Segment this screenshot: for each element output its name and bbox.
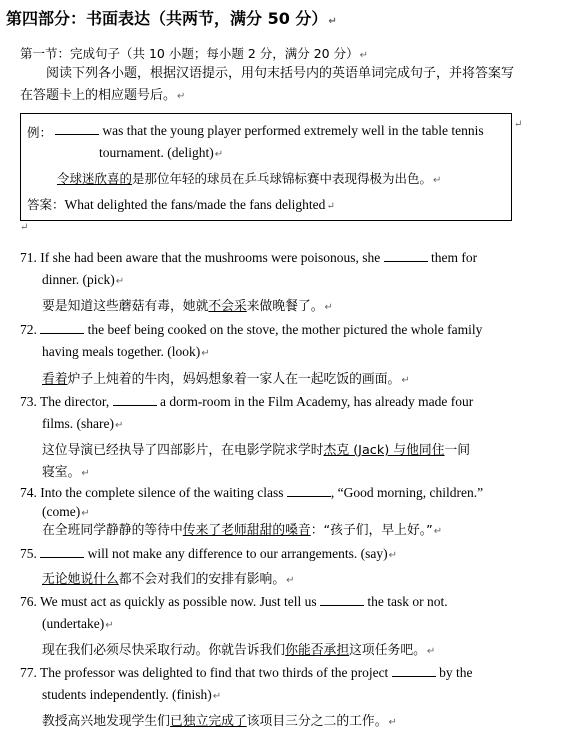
q76-en-line1 bbox=[20, 593, 448, 610]
q76-number: 76. bbox=[20, 594, 37, 609]
q71-en-line1 bbox=[20, 249, 516, 266]
q76-en-text2: the task or not. bbox=[367, 594, 448, 609]
example-box bbox=[20, 113, 512, 221]
q71-en-text3: dinner. (pick) bbox=[42, 272, 115, 287]
instructions bbox=[20, 63, 520, 108]
q74-en-line2 bbox=[42, 504, 90, 520]
paragraph-mark: ↵ bbox=[433, 175, 442, 186]
q77-en-text2: by the bbox=[439, 665, 473, 680]
example-cn-underlined: 令球迷欣喜的 bbox=[57, 171, 133, 186]
q73-en-line2 bbox=[42, 416, 123, 432]
paragraph-mark: ↵ bbox=[105, 620, 114, 631]
paragraph-mark: ↵ bbox=[114, 420, 124, 431]
example-cn-line bbox=[57, 169, 441, 187]
q71-en-text: If she had been aware that the mushrooms were poisonous, she bbox=[40, 250, 381, 265]
paragraph-mark: ↵ bbox=[426, 646, 436, 657]
q73-cn-text3: 寝室。 bbox=[42, 465, 81, 480]
q71-cn-underlined: 不会采 bbox=[208, 299, 247, 314]
q74-cn-text2: ：“孩子们，早上好。” bbox=[310, 523, 433, 538]
example-en-line1 bbox=[55, 122, 484, 139]
q74-en-text2: , “Good morning, children.” bbox=[330, 485, 484, 500]
q76-cn-underlined: 你能否承担 bbox=[285, 643, 350, 658]
q75-number: 75. bbox=[20, 546, 37, 561]
q76-en-line2 bbox=[42, 616, 114, 632]
q72-en-text: the beef being cooked on the stove, the mother pictured the whole family bbox=[87, 322, 483, 337]
paragraph-mark: ↵ bbox=[359, 50, 368, 61]
answer-blank bbox=[384, 249, 428, 262]
q73-cn-line2 bbox=[42, 461, 90, 480]
answer-blank bbox=[55, 122, 99, 135]
paragraph-mark: ↵ bbox=[177, 91, 186, 102]
q74-en-text: Into the complete silence of the waiting class bbox=[40, 485, 284, 500]
q72-number: 72. bbox=[20, 322, 37, 337]
q74-cn-underlined: 传来了老师甜甜的嗓音 bbox=[182, 523, 311, 538]
paragraph-mark: ↵ bbox=[212, 691, 222, 702]
q77-cn-text: 教授高兴地发现学生们 bbox=[42, 714, 170, 729]
paragraph-mark: ↵ bbox=[328, 16, 337, 27]
paragraph-mark: ↵ bbox=[115, 276, 125, 287]
q74-cn-line bbox=[42, 519, 442, 538]
q73-cn-text2: 一间 bbox=[444, 443, 471, 458]
q75-cn-underlined: 无论她说什么 bbox=[42, 572, 119, 587]
q74-en-line1 bbox=[20, 484, 483, 501]
paragraph-mark: ↵ bbox=[401, 375, 410, 386]
q71-cn-text2: 来做晚餐了。 bbox=[246, 299, 324, 314]
example-en-text: was that the young player performed extremely well in the table tennis bbox=[102, 123, 484, 138]
example-en-text2: tournament. (delight) bbox=[99, 145, 214, 160]
q73-en-text2: a dorm-room in the Film Academy, has already made four bbox=[159, 394, 474, 409]
q77-cn-line bbox=[42, 710, 397, 729]
instructions-text: 阅读下列各小题，根据汉语提示，用句末括号内的英语单词完成句子，并将答案写在答题卡上的相应题号后。 bbox=[20, 66, 515, 103]
answer-label: 答案： bbox=[27, 197, 65, 212]
q77-en-text: The professor was delighted to find that two thirds of the project bbox=[40, 665, 389, 680]
q72-en-text2: having meals together. (look) bbox=[42, 344, 201, 359]
q71-number: 71. bbox=[20, 250, 37, 265]
section-title bbox=[6, 6, 337, 29]
q75-cn-text: 都不会对我们的安排有影响。 bbox=[118, 572, 286, 587]
answer-blank bbox=[40, 545, 84, 558]
q71-en-line2 bbox=[42, 272, 124, 288]
q73-cn-text: 这位导演已经执导了四部影片，在电影学院求学时 bbox=[42, 443, 324, 458]
answer-blank bbox=[320, 593, 364, 606]
answer-blank bbox=[287, 484, 331, 497]
q73-cn-line1 bbox=[42, 439, 470, 458]
q73-number: 73. bbox=[20, 394, 37, 409]
paragraph-mark: ↵ bbox=[326, 201, 335, 212]
q73-en-line1 bbox=[20, 393, 473, 410]
q77-number: 77. bbox=[20, 665, 37, 680]
q76-en-text3: (undertake) bbox=[42, 616, 105, 631]
paragraph-mark: ↵ bbox=[388, 550, 398, 561]
q77-en-line2 bbox=[42, 687, 221, 703]
q76-cn-text2: 这项任务吧。 bbox=[349, 643, 426, 658]
q72-en-line1 bbox=[20, 321, 482, 338]
q75-en-text: will not make any difference to our arrangements. (say) bbox=[87, 546, 388, 561]
answer-blank bbox=[40, 321, 84, 334]
q72-cn-line bbox=[42, 368, 410, 387]
q73-en-text3: films. (share) bbox=[42, 416, 114, 431]
example-label: 例： bbox=[27, 125, 53, 140]
section-title-text: 第四部分：书面表达（共两节，满分 50 分） bbox=[6, 9, 328, 28]
paragraph-mark: ↵ bbox=[201, 348, 210, 359]
q77-cn-text2: 该项目三分之二的工作。 bbox=[246, 714, 388, 729]
paragraph-mark: ↵ bbox=[20, 222, 29, 233]
paragraph-mark: ↵ bbox=[286, 575, 295, 586]
q71-cn-line bbox=[42, 295, 333, 314]
paragraph-mark: ↵ bbox=[388, 717, 397, 728]
q76-cn-text: 现在我们必须尽快采取行动。你就告诉我们 bbox=[42, 643, 286, 658]
q73-en-text: The director, bbox=[40, 394, 110, 409]
q74-number: 74. bbox=[20, 485, 37, 500]
q77-en-line1 bbox=[20, 664, 472, 681]
q72-cn-underlined: 看着 bbox=[42, 372, 68, 387]
example-answer bbox=[27, 195, 335, 213]
answer-blank bbox=[392, 664, 436, 677]
part-title-text: 第一节：完成句子（共 10 小题；每小题 2 分，满分 20 分） bbox=[20, 46, 359, 61]
q76-cn-line bbox=[42, 639, 435, 658]
paragraph-mark: ↵ bbox=[324, 302, 333, 313]
q77-en-text3: students independently. (finish) bbox=[42, 687, 212, 702]
q73-cn-underlined: 杰克 (Jack) 与他同住 bbox=[323, 443, 445, 458]
q75-en-line1 bbox=[20, 545, 397, 562]
q71-cn-text: 要是知道这些蘑菇有毒，她就 bbox=[42, 299, 209, 314]
q77-cn-underlined: 已独立完成了 bbox=[169, 714, 247, 729]
paragraph-mark: ↵ bbox=[433, 526, 443, 537]
paragraph-mark: ↵ bbox=[514, 119, 523, 130]
paragraph-mark: ↵ bbox=[81, 508, 90, 519]
example-en-line2 bbox=[99, 145, 223, 161]
answer-text: What delighted the fans/made the fans delighted bbox=[64, 197, 326, 212]
q76-en-text: We must act as quickly as possible now. Just tell us bbox=[40, 594, 317, 609]
q72-en-line2 bbox=[42, 344, 210, 360]
q71-en-text2: them for bbox=[431, 250, 478, 265]
q75-cn-line bbox=[42, 568, 295, 587]
q74-en-text3: (come) bbox=[42, 504, 81, 519]
answer-blank bbox=[113, 393, 157, 406]
part-title bbox=[20, 44, 368, 62]
paragraph-mark: ↵ bbox=[214, 149, 224, 160]
paragraph-mark: ↵ bbox=[81, 468, 90, 479]
q72-cn-text: 炉子上炖着的牛肉，妈妈想象着一家人在一起吃饭的画面。 bbox=[67, 372, 401, 387]
q74-cn-text: 在全班同学静静的等待中 bbox=[42, 523, 183, 538]
example-cn-rest: 是那位年轻的球员在乒乓球锦标赛中表现得极为出色。 bbox=[132, 171, 433, 186]
